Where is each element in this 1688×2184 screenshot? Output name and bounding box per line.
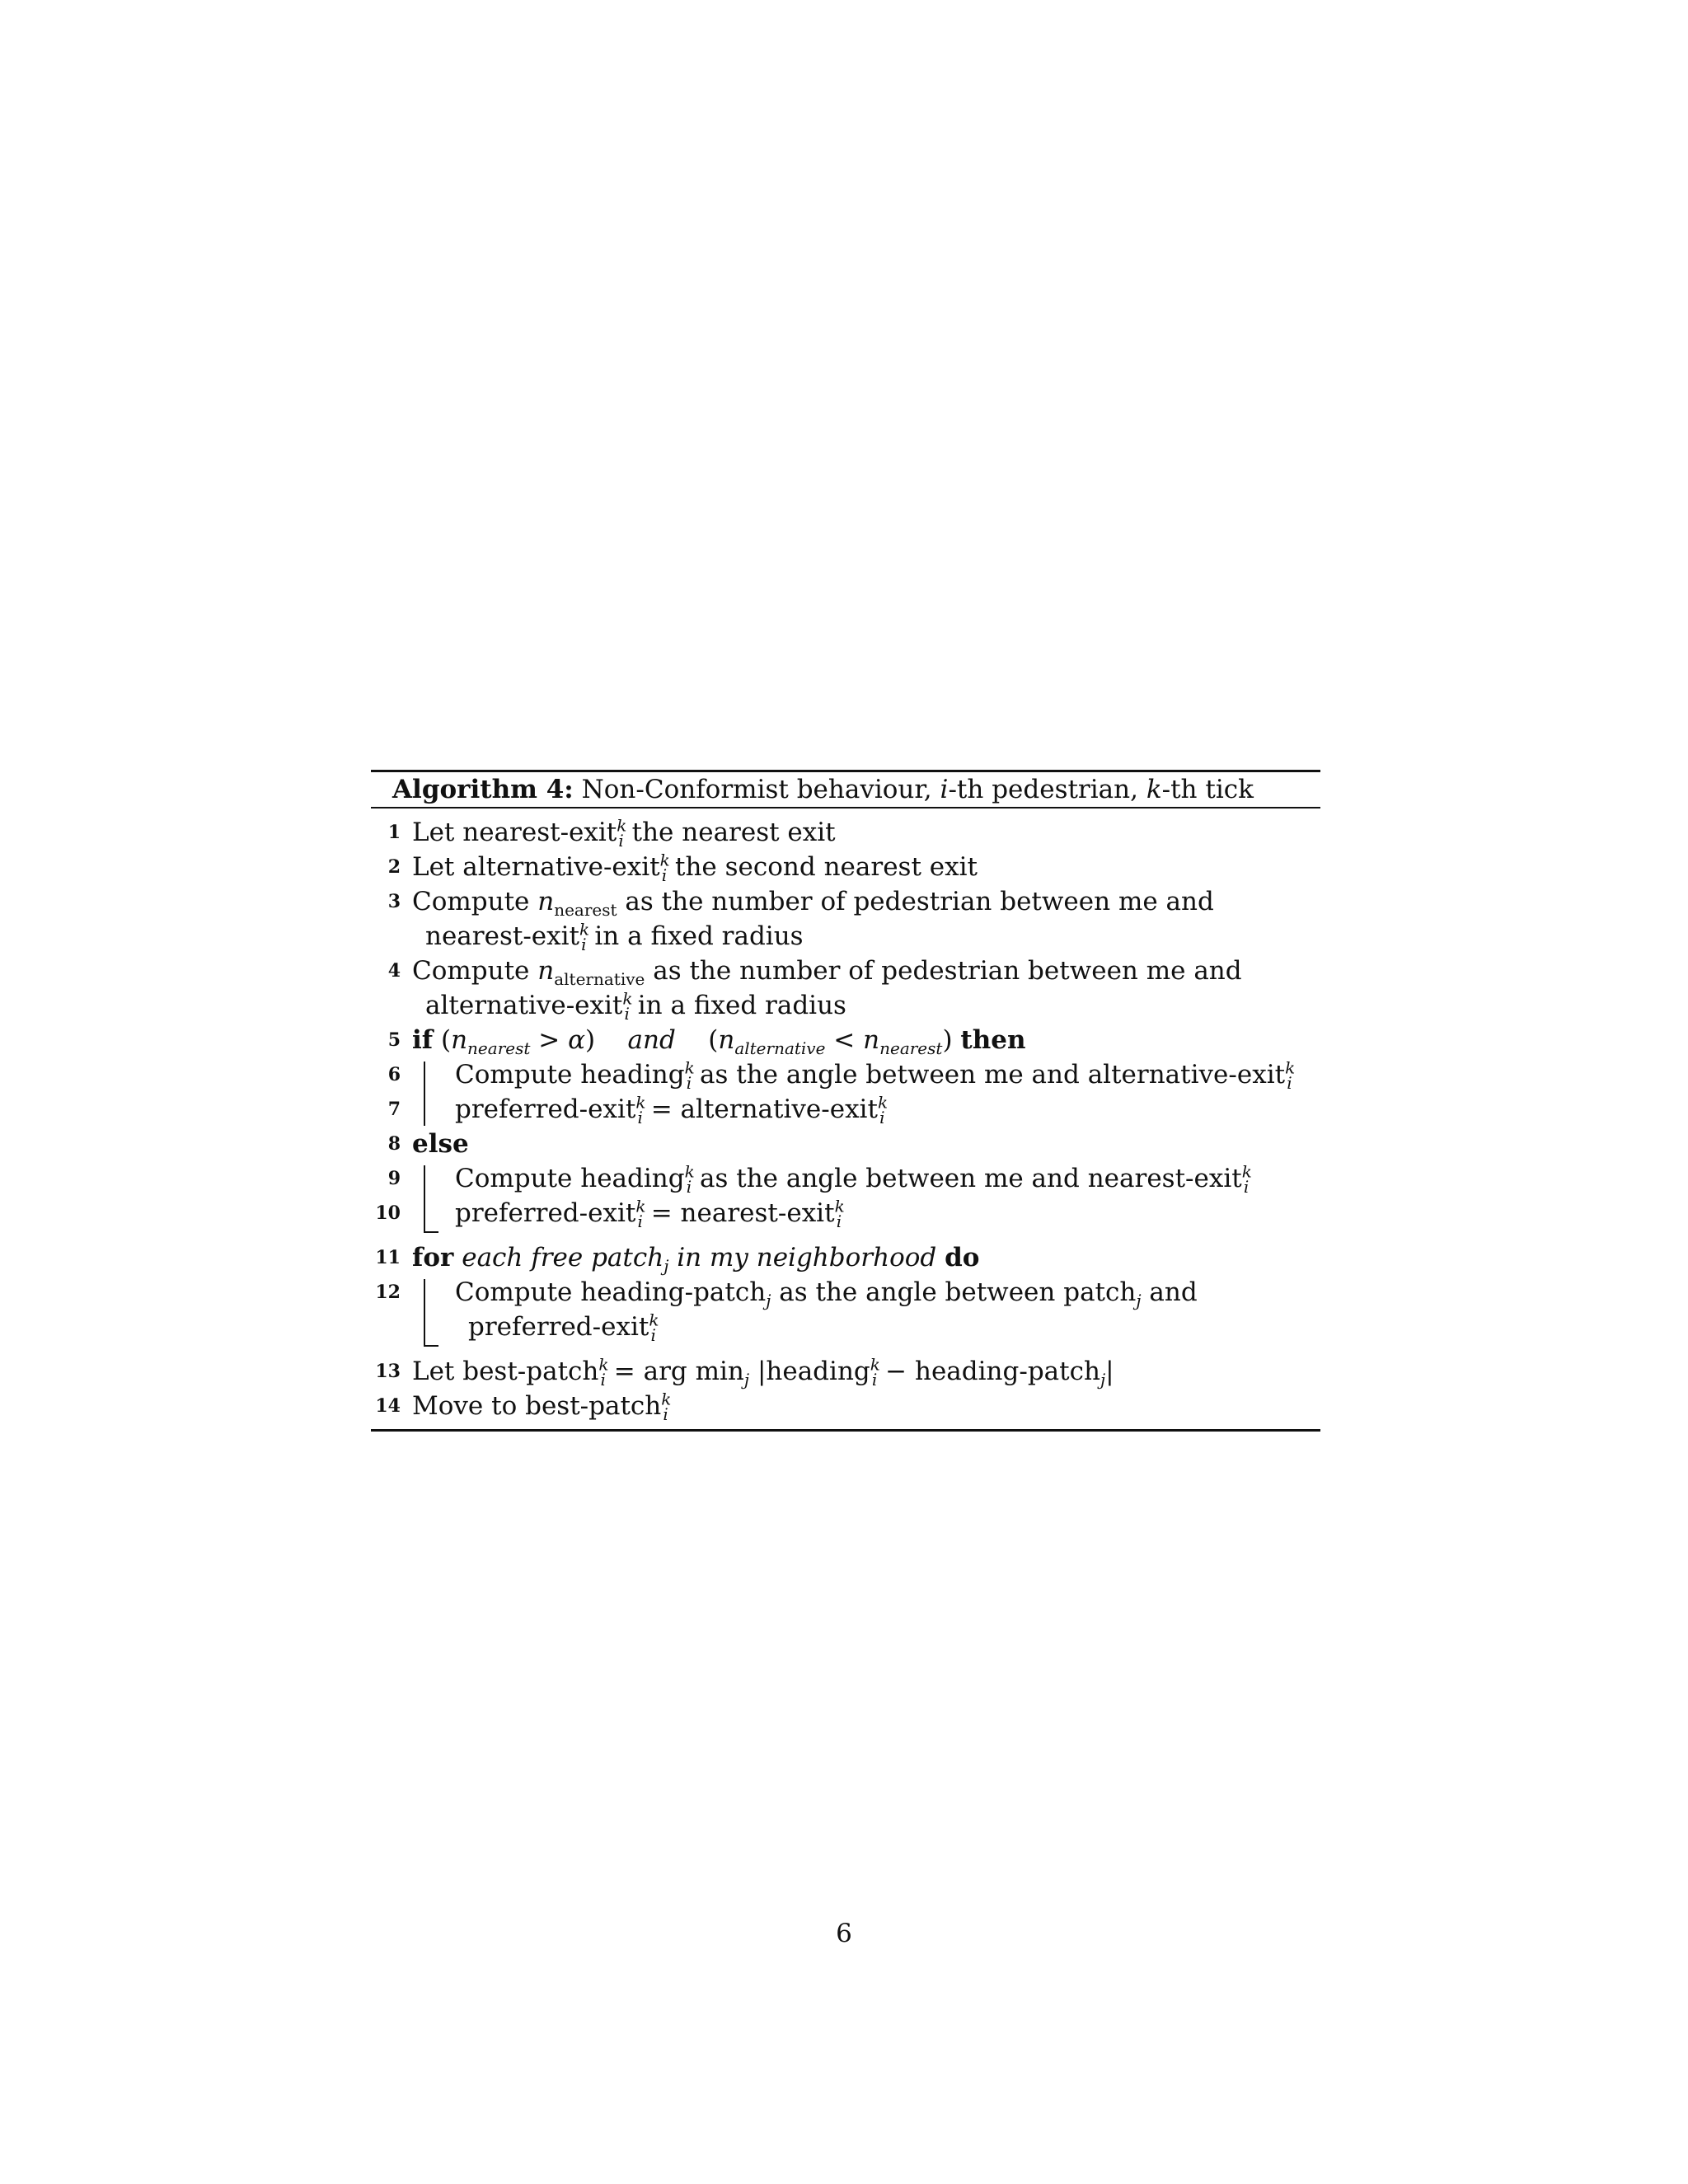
line-text: Let best-patch$^k_i$ = arg $\min_j$ |heading$^k_i$ − heading-patch$_j$|: [412, 1354, 1114, 1390]
line-text: for each free patch$_j$ in my neighborhood do: [412, 1243, 980, 1277]
line-text: preferred-exit$^k_i$: [468, 1310, 659, 1346]
line-number: 1: [387, 822, 401, 843]
algorithm-header-rule: [371, 807, 1320, 808]
line-number: 10: [375, 1202, 401, 1224]
page-number: 6: [836, 1919, 852, 1948]
line-text: alternative-exit$^k_i$ in a fixed radius: [425, 988, 846, 1024]
line-number: 12: [375, 1282, 401, 1303]
line-number: 8: [387, 1133, 401, 1155]
line-number: 4: [387, 960, 401, 982]
algorithm-caption-label: Algorithm 4:: [392, 775, 574, 804]
algorithm-bottom-rule: [371, 1429, 1320, 1432]
line-text: preferred-exit$^k_i$ = nearest-exit$^k_i$: [455, 1196, 845, 1232]
line-number: 6: [387, 1064, 401, 1085]
line-text: nearest-exit$^k_i$ in a fixed radius: [425, 919, 804, 955]
line-text: Compute heading$^k_i$ as the angle between me and nearest-exit$^k_i$: [455, 1161, 1252, 1197]
line-text: Let nearest-exit$^k_i$ the nearest exit: [412, 815, 836, 851]
line-text: Move to best-patch$^k_i$: [412, 1389, 672, 1425]
line-text: else: [412, 1129, 469, 1159]
line-number: 14: [375, 1395, 401, 1417]
line-text: Let alternative-exit$^k_i$ the second nearest exit: [412, 850, 978, 886]
line-number: 3: [387, 891, 401, 912]
line-number: 9: [387, 1168, 401, 1189]
algorithm-block: [371, 770, 1320, 1425]
for-block-bar: [424, 1279, 425, 1345]
line-number: 13: [375, 1361, 401, 1382]
else-block-tick: [424, 1231, 438, 1233]
line-text: Compute heading-patch$_j$ as the angle between patch$_j$ and: [455, 1277, 1198, 1311]
line-number: 7: [387, 1099, 401, 1120]
line-text: Compute $n_{alternative}$ as the number of pedestrian between me and: [412, 956, 1242, 990]
line-number: 11: [375, 1247, 401, 1268]
else-block-bar: [424, 1165, 425, 1231]
line-number: 2: [387, 856, 401, 878]
if-block-bar: [424, 1062, 425, 1126]
line-number: 5: [387, 1029, 401, 1051]
line-text: preferred-exit$^k_i$ = alternative-exit$^k_i$: [455, 1092, 889, 1128]
algorithm-caption: [371, 772, 1320, 807]
line-text: Compute $n_{nearest}$ as the number of pedestrian between me and: [412, 887, 1214, 921]
line-text: Compute heading$^k_i$ as the angle between me and alternative-exit$^k_i$: [455, 1057, 1296, 1094]
for-block-tick: [424, 1345, 438, 1347]
algorithm-caption-text: Non-Conformist behaviour, i-th pedestrian, k-th tick: [581, 775, 1254, 804]
line-text: if $(n_{nearest} > \alpha)$ and $(n_{alternative} < n_{nearest})$ then: [412, 1025, 1026, 1059]
